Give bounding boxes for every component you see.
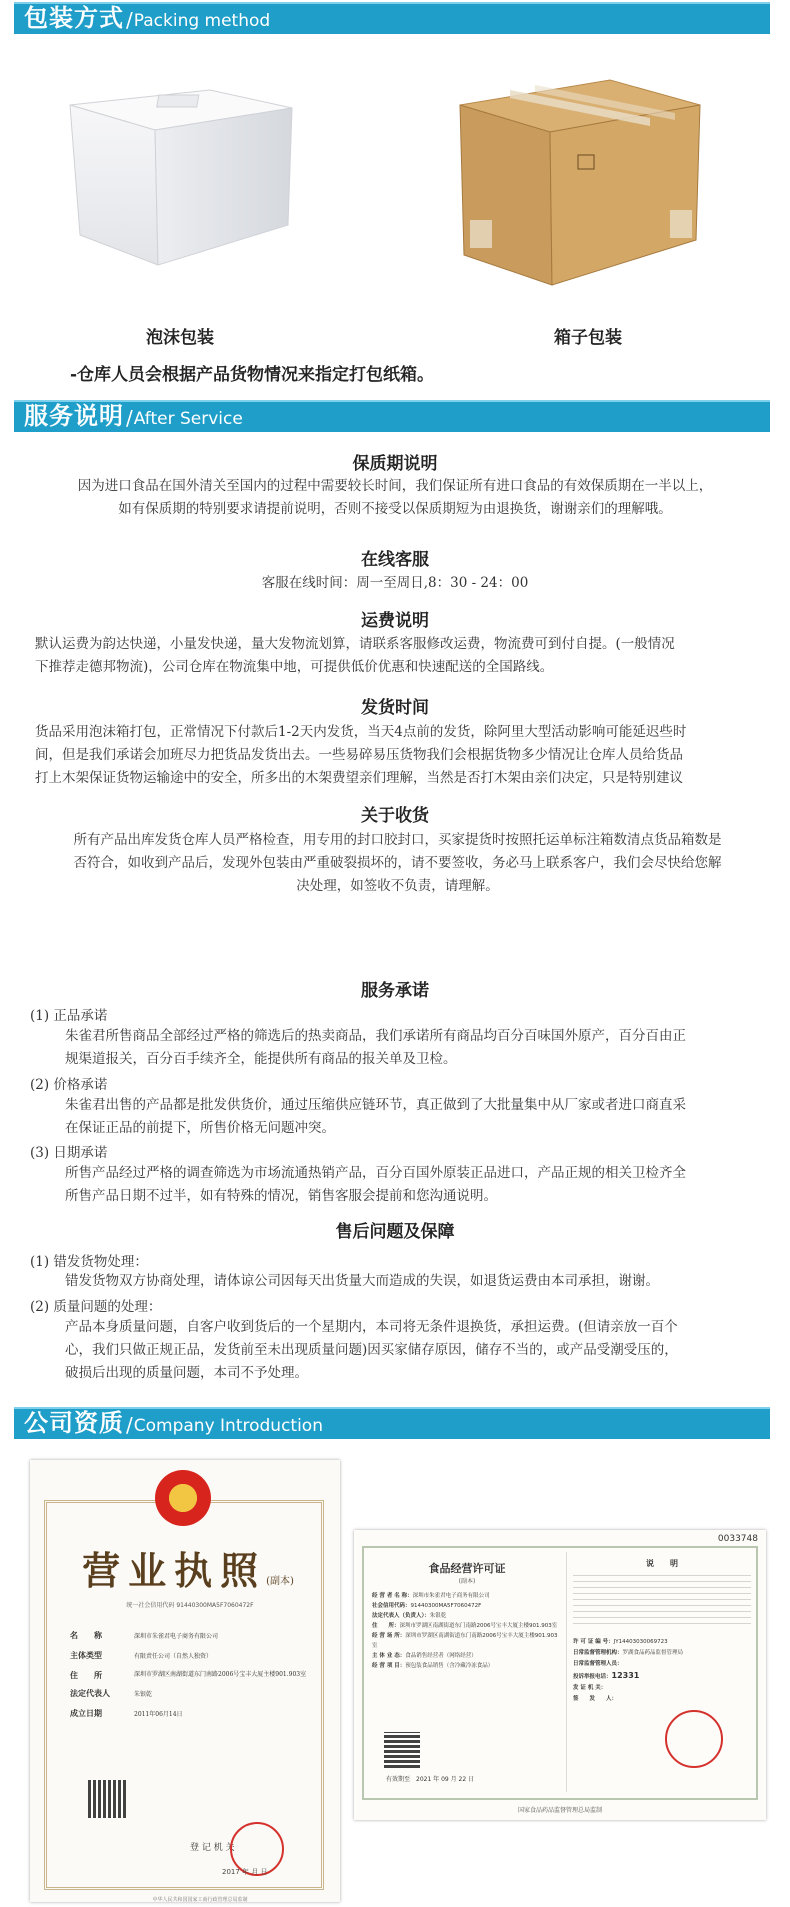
license-title: 营业执照(副本) [82,1548,294,1593]
red-seal-icon [665,1710,723,1768]
text-line: 否符合，如收到产品后，发现外包装由严重破裂损坏的，请不要签收，务必马上联系客户，我们会尽快给您解 [73,855,722,871]
receiving-text [30,829,765,898]
license-date: 2017 年 月 日 [222,1868,268,1876]
section-title-cn: 服务说明 [24,402,124,430]
permit-notes-lines [573,1575,751,1629]
permit-row: 主 体 业 态：食品销售经营者（网络经营） [372,1653,477,1659]
separator: / [126,1413,133,1437]
shipping-fee-text [35,633,775,679]
online-service-hours: 客服在线时间：周一至周日,8：30 - 24：00 [261,575,529,591]
promise-item-text [65,1094,765,1140]
packing-note: -仓库人员会根据产品货物情况来指定打包纸箱。 [70,365,435,385]
text-line: 默认运费为韵达快递，小量发快递，量大发物流划算，请联系客服修改运费，物流费可到付自提。(一般情况 [35,636,675,652]
license-row: 住 所 深圳市罗湖区南湖街道东门南路2006号宝丰大厦主楼901.903室 [70,1670,307,1680]
permit-row: 日常监督管理人员： [573,1661,623,1667]
text-line: 如有保质期的特别要求请提前说明，否则不接受以保质期短为由退换货，谢谢亲们的理解哦。 [118,501,672,517]
promise-item-text [65,1162,765,1208]
text-line: 所售产品日期不过半，如有特殊的情况，销售客服会提前和您沟通说明。 [65,1188,497,1204]
permit-row: 经 营 项 目：预包装食品销售（含冷藏冷冻食品） [372,1663,494,1669]
after-sale-title: 售后问题及保障 [335,1222,455,1242]
permit-row: 法定代表人（负责人）：朱银乾 [372,1613,447,1619]
license-row: 主体类型 有限责任公司（自然人独资） [70,1650,213,1660]
license-row: 名 称 深圳市朱雀君电子商务有限公司 [70,1630,219,1640]
foam-box-image [60,60,300,290]
service-section-header [14,400,770,432]
section-title-cn: 公司资质 [24,1409,124,1437]
license-authority: 登 记 机 关 [190,1843,235,1853]
text-line: 所售产品经过严格的调查筛选为市场流通热销产品，百分百国外原装正品进口，产品正规的相关卫检齐全 [65,1165,686,1181]
packing-section-header [14,2,770,34]
text-line: 打上木架保证货物运输途中的安全，所多出的木架费望亲们理解，当然是否打木架由亲们决定，只是特别建议 [35,770,683,786]
permit-notes-title: 说 明 [646,1559,678,1568]
after-sale-item-text [65,1270,765,1293]
cardboard-box-image [440,70,710,290]
license-row: 法定代表人 朱银乾 [70,1688,153,1698]
shipping-fee-title: 运费说明 [361,611,429,631]
permit-left-panel [372,1552,562,1792]
box-packing-label: 箱子包装 [554,328,622,348]
foam-packing-label: 泡沫包装 [146,328,214,348]
permit-row: 住 所：深圳市罗湖区南湖街道东门南路2006号宝丰大厦主楼901.903室 [372,1623,558,1629]
text-line: 在保证正品的前提下，所售价格无问题冲突。 [65,1120,335,1136]
section-title-en: Company Introduction [133,1416,323,1436]
after-sale-item-label: (2) 质量问题的处理： [30,1299,162,1315]
after-sale-item-label: (1) 错发货物处理： [30,1254,148,1270]
text-line: 错发货物双方协商处理，请体谅公司因每天出货量大而造成的失误，如退货运费由本司承担，谢谢。 [65,1273,659,1289]
delivery-time-title: 发货时间 [361,698,429,718]
text-line: 破损后出现的质量问题，本司不予处理。 [65,1365,308,1381]
text-line: 所有产品出库发货仓库人员严格检查，用专用的封口胶封口，买家提货时按照托运单标注箱数清点货品箱数是 [73,832,722,848]
company-section-header [14,1407,770,1439]
shelf-life-text [20,475,770,521]
section-title-en: Packing method [133,11,271,31]
section-title-en: After Service [133,409,243,429]
permit-copy-label: (副本) [458,1578,476,1585]
receiving-title: 关于收货 [361,806,429,826]
credit-code-line: 统一社会信用代码 91440300MA5F7060472F [126,1602,254,1609]
license-fields [70,1626,310,1724]
promise-item-text [65,1025,765,1071]
delivery-time-text [35,721,775,790]
permit-right-fields [573,1637,751,1705]
permit-expiry: 有效期至 2021 年 09 月 22 日 [386,1776,475,1783]
qr-code-icon [384,1732,420,1768]
permit-row: 社会信用代码：91440300MA5F7060472F [372,1603,482,1609]
promise-item-label: (2) 价格承诺 [30,1077,108,1093]
section-title-cn: 包装方式 [24,4,124,32]
permit-row: 签 发 人： [573,1696,618,1702]
text-line: 因为进口食品在国外清关至国内的过程中需要较长时间，我们保证所有进口食品的有效保质期在一半以上， [77,478,713,494]
text-line: 朱雀君所售商品全部经过严格的筛选后的热卖商品，我们承诺所有商品均百分百味国外原产，百分百由正 [65,1028,686,1044]
shelf-life-title: 保质期说明 [352,454,438,474]
text-line: 决处理，如签收不负责，请理解。 [296,878,499,894]
promise-item-label: (3) 日期承诺 [30,1145,108,1161]
text-line: 朱雀君出售的产品都是批发供货价，通过压缩供应链环节，真正做到了大批量集中从厂家或者进口商直采 [65,1097,686,1113]
permit-row: 投诉举报电话：12331 [573,1671,640,1680]
after-sale-item-text [65,1316,765,1385]
text-line: 规渠道报关，百分百手续齐全，能提供所有商品的报关单及卫检。 [65,1051,457,1067]
separator: / [126,406,133,430]
permit-title: 食品经营许可证 [428,1562,506,1575]
business-license-image [30,1460,340,1902]
permit-fields [372,1591,562,1671]
permit-row: 经 营 者 名 称：深圳市朱雀君电子商务有限公司 [372,1593,490,1599]
license-footer: 中华人民共和国国家工商行政管理总局监制 [152,1897,248,1903]
separator: / [126,8,133,32]
license-row: 成立日期 2011年06月14日 [70,1708,183,1718]
permit-right-panel [566,1552,751,1792]
text-line: 货品采用泡沫箱打包，正常情况下付款后1-2天内发货，当天4点前的发货，除阿里大型活动影响可能延迟些时 [35,724,687,740]
service-promise-title: 服务承诺 [361,981,429,1001]
text-line: 间，但是我们承诺会加班尽力把货品发货出去。一些易碎易压货物我们会根据货物多少情况让仓库人员给货品 [35,747,683,763]
promise-item-label: (1) 正品承诺 [30,1008,108,1024]
permit-row: 发 证 机 关： [573,1685,607,1691]
permit-footer: 国家食品药品监督管理总局监制 [517,1807,602,1814]
text-line: 产品本身质量问题，自客户收到货后的一个星期内，本司将无条件退换货，承担运费。(但请亲放一百个 [65,1319,678,1335]
permit-serial: 0033748 [717,1534,758,1544]
permit-row: 日常监督管理机构：罗湖食品药品监督管理局 [573,1650,684,1656]
text-line: 心，我们只做正规正品，发货前至未出现质量问题)因买家储存原因，储存不当的，或产品受潮受压的， [65,1342,678,1358]
qr-code-icon [88,1780,126,1818]
food-permit-image [354,1530,766,1820]
online-service-title: 在线客服 [361,550,429,570]
text-line: 下推荐走德邦物流)，公司仓库在物流集中地，可提供低价优惠和快速配送的全国路线。 [35,659,554,675]
permit-row: 经 营 场 所：深圳市罗湖区南湖街道东门南路2006号宝丰大厦主楼901.903室 [372,1633,558,1649]
permit-row: 许 可 证 编 号：JY14403030069723 [573,1639,668,1645]
national-emblem-icon [155,1470,211,1526]
